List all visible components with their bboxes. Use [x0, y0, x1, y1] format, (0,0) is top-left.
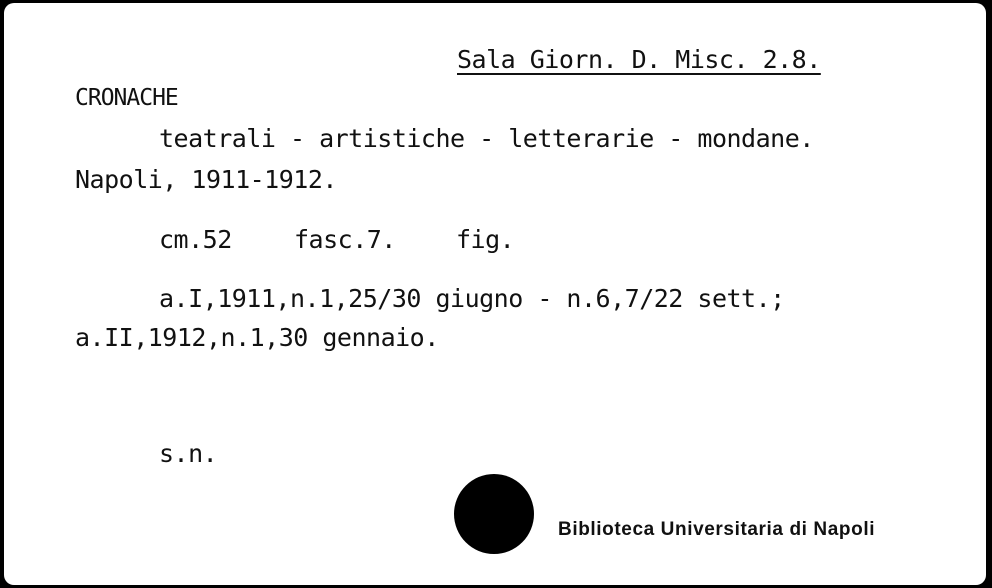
holdings-line-1: a.I,1911,n.1,25/30 giugno - n.6,7/22 sett.; — [159, 284, 785, 313]
punch-hole — [454, 474, 534, 554]
title-line-1: teatrali - artistiche - letterarie - mondane. — [159, 124, 814, 153]
library-stamp: Biblioteca Universitaria di Napoli — [558, 519, 876, 540]
scan-edge — [986, 0, 992, 588]
physical-illustrations: fig. — [456, 225, 515, 254]
physical-issues: fasc.7. — [294, 225, 396, 254]
title-line-2: Napoli, 1911-1912. — [75, 165, 337, 194]
note: s.n. — [159, 439, 218, 468]
holdings-line-2: a.II,1912,n.1,30 gennaio. — [75, 323, 439, 352]
heading: CRONACHE — [75, 85, 178, 111]
shelfmark: Sala Giorn. D. Misc. 2.8. — [457, 45, 821, 74]
catalog-card — [4, 3, 986, 585]
physical-size: cm.52 — [159, 225, 232, 254]
